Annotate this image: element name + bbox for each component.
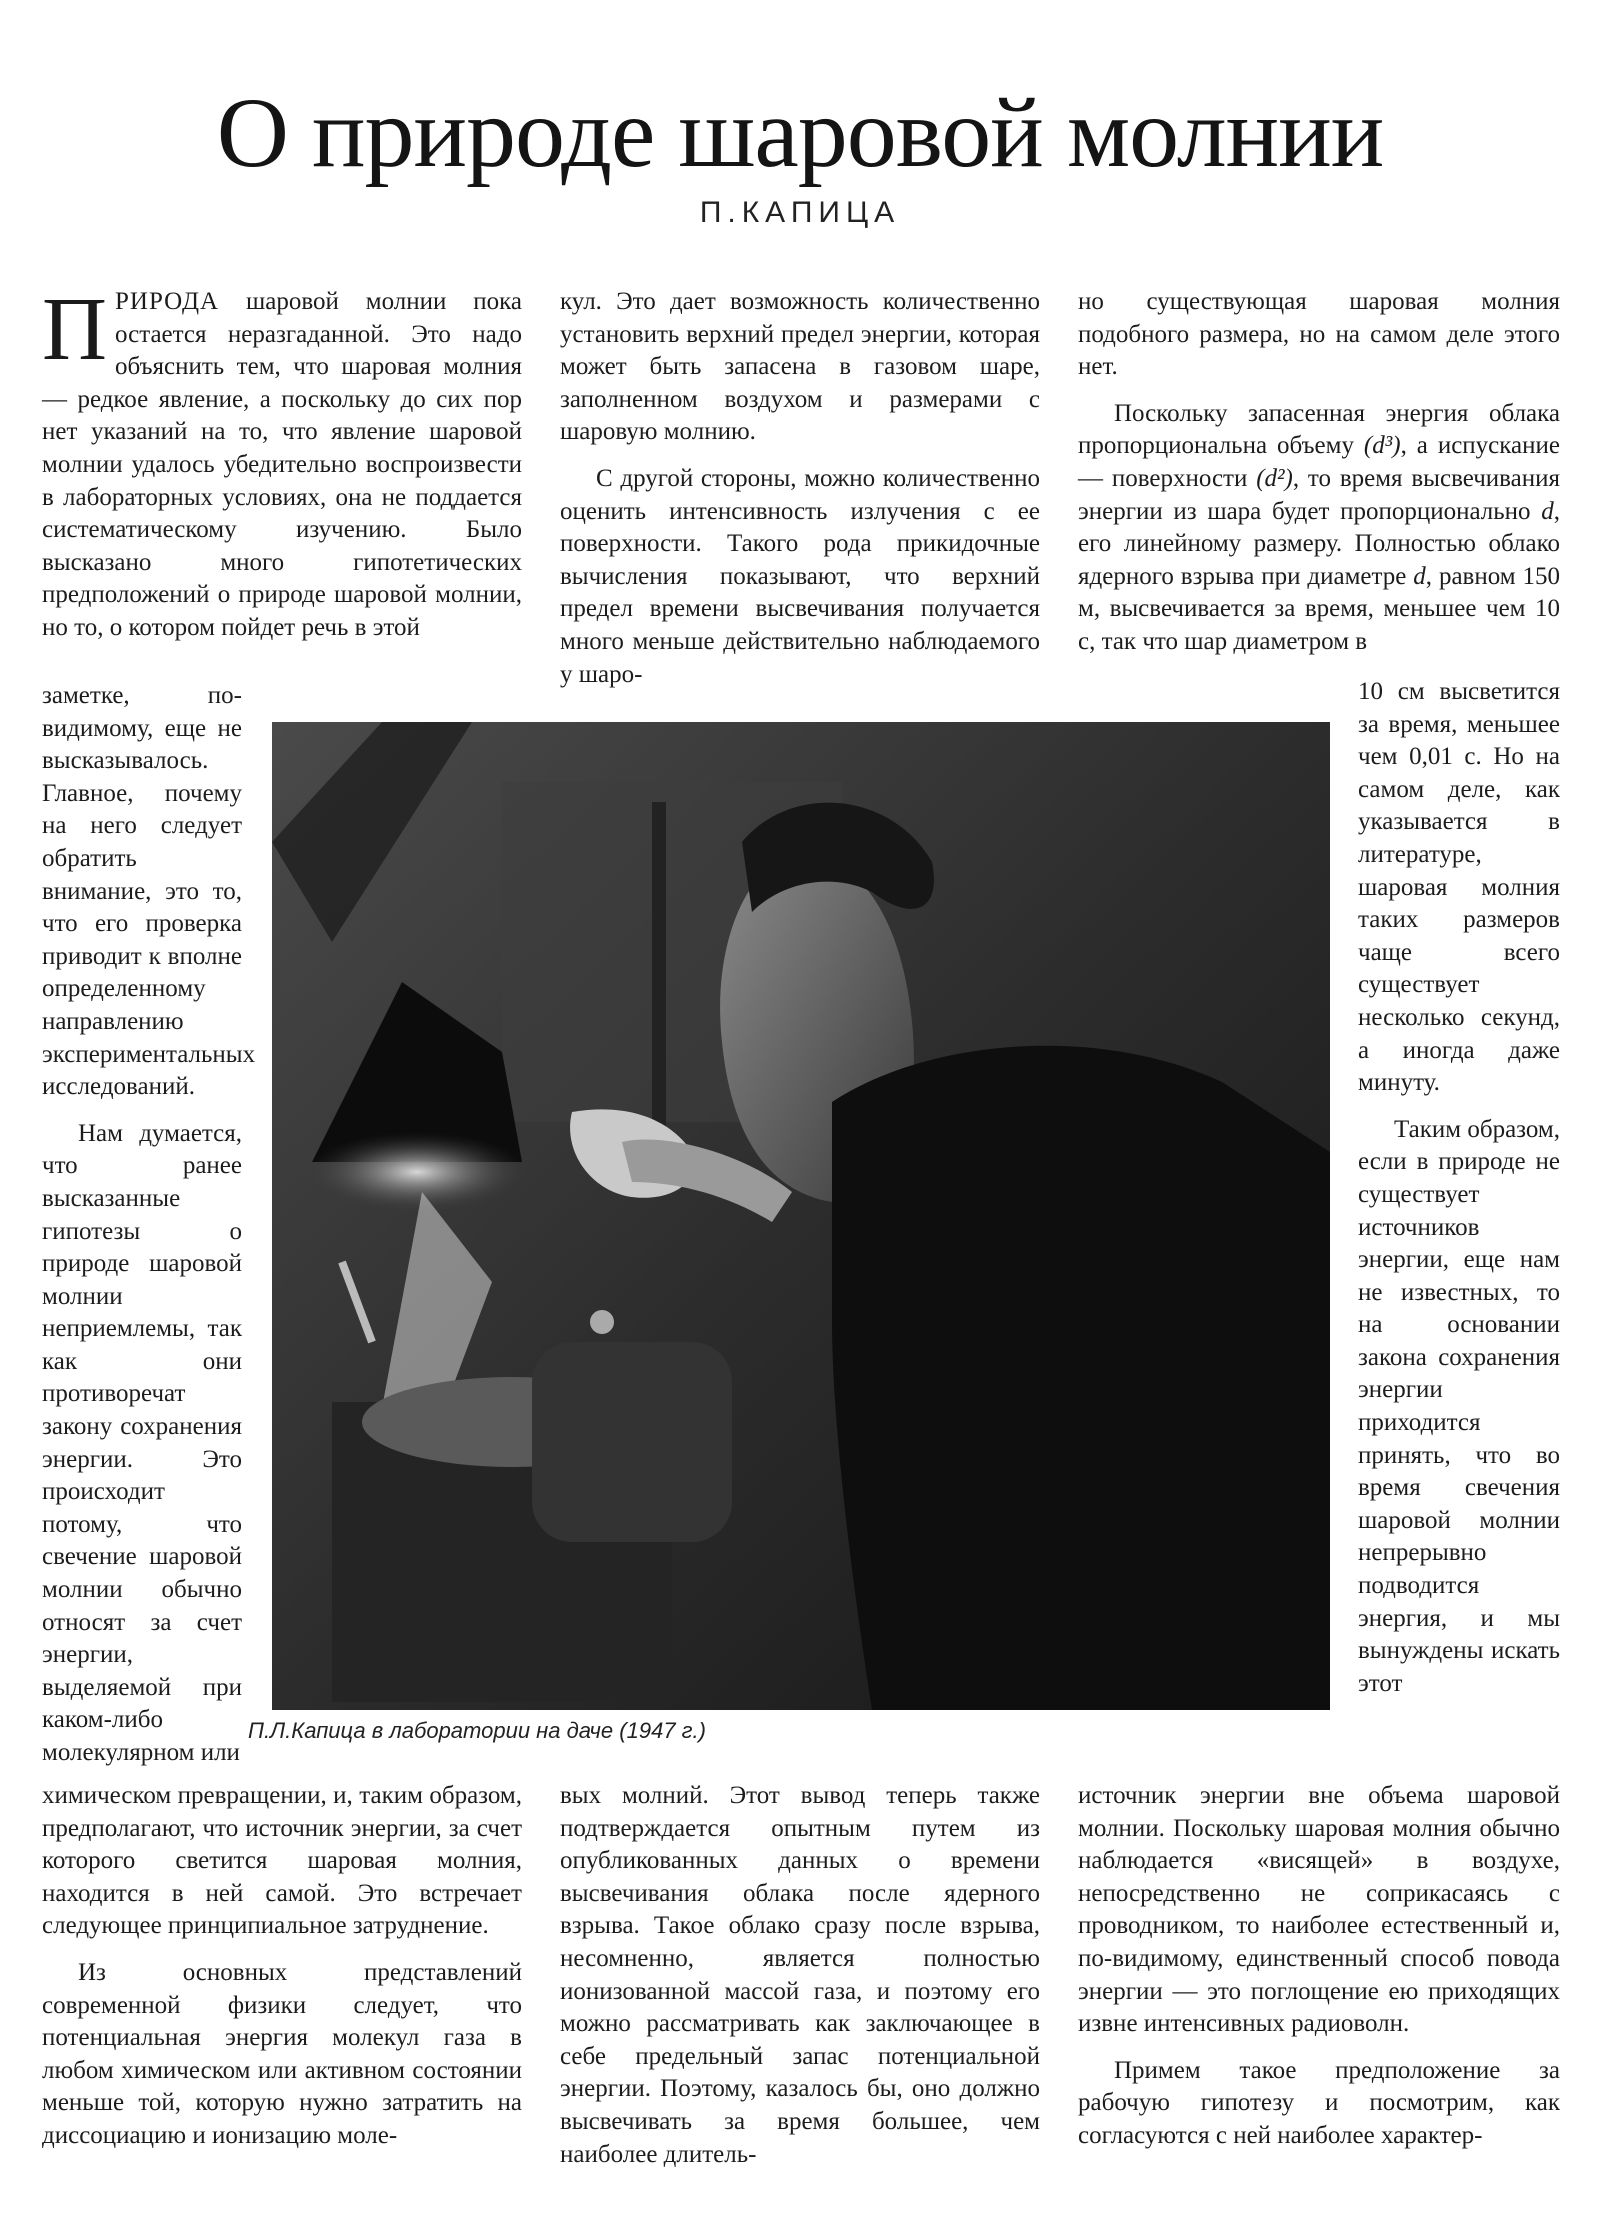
article-author: П.КАПИЦА (699, 196, 901, 229)
col2-top-para-1: кул. Это дает возможность количественно установить верхний предел энергии, которая может быть запасена в газовом шаре, заполненном воздухом и размерами с шаровую молнию. (560, 288, 1040, 446)
col2-top-para-2: С другой стороны, можно количественно оценить интенсивность излучения с ее поверхности. Такого рода прикидочные вычисления показывают, что верхний предел времени высвечивания получается много меньше действительно наблюдаемого у шаро- (560, 464, 1040, 688)
col3-text-b: , а испускание — поверхности (1078, 432, 1560, 492)
col3-text-c: , то время высвечивания энергии из шара будет пропорционально (1078, 464, 1560, 525)
col3-bottom-para-2: Примем такое предположение за рабочую гипотезу и посмотрим, как согласуются с ней наиболее характер- (1078, 2056, 1560, 2149)
col1-narrow-text (42, 680, 256, 1770)
col2-top-text (560, 286, 1040, 691)
col1-bottom-text (42, 1780, 522, 2153)
lead-smallcaps: РИРОДА (115, 288, 220, 315)
col3-top-para-2 (1078, 398, 1560, 659)
col2-bottom-text (560, 1780, 1040, 2171)
photo-image (272, 722, 1330, 1710)
col3-text-a: Поскольку запасенная энергия облака пропорциональна объему (1078, 399, 1560, 460)
formula-volume: (d³) (1363, 432, 1401, 460)
col3-top-text (1078, 286, 1560, 659)
col3-narrow-text (1358, 676, 1560, 1700)
col1-bottom-para-2: Из основных представлений современной физики следует, что потенциальная энергия молекул газа в любом химическом или активном состоянии меньше той, которую нужно затратить на диссоциацию и ионизацию моле- (42, 1958, 522, 2149)
formula-surface: (d²) (1256, 464, 1293, 492)
lead-text: шаровой молнии пока остается неразгаданной. Это надо объяснить тем, что шаровая молния — редкое явление, а поскольку до сих пор нет указаний на то, что явление шаровой молнии удалось убедительно воспроизвести в лабораторных условиях, она не поддается систематическому изучению. Было высказано много гипотетических предположений о природе шаровой молнии, но то, о котором пойдет речь в этой (42, 288, 522, 641)
col1-bottom-para-1: химическом превращении, и, таким образом, предполагают, что источник энергии, за счет которого светится шаровая молния, находится в ней самой. Это встречает следующее принципиальное затруднение. (42, 1782, 522, 1940)
col3-narrow-para-2: Таким образом, если в природе не существует источников энергии, еще нам не известных, то на основании закона сохранения энергии приходится принять, что во время свечения шаровой молнии непрерывно подводится энергия, и мы вынуждены искать этот (1358, 1115, 1560, 1697)
col3-narrow-para-1: 10 см высветится за время, меньшее чем 0,01 с. Но на самом деле, как указывается в литературе, шаровая молния таких размеров чаще всего существует несколько секунд, а иногда даже минуту. (1358, 678, 1560, 1097)
drop-cap: П (42, 280, 107, 379)
col2-bottom-para-1: вых молний. Этот вывод теперь также подтверждается опытным путем из опубликованных данных о времени высвечивания облака после ядерного взрыва. Такое облако сразу после взрыва, несомненно, является полностью ионизованной массой газа, и поэтому его можно рассматривать как заключающее в себе предельный запас потенциальной энергии. Поэтому, казалось бы, оно должно высвечивать за время большее, чем наиболее длитель- (560, 1782, 1040, 2168)
photo-kapitsa-laboratory (272, 722, 1330, 1710)
col1-narrow-para-1: заметке, по-видимому, еще не высказывалось. Главное, почему на него следует обратить внимание, это то, что его проверка приводит к вполне определенному направлению экспериментальных исследований. (42, 682, 256, 1101)
photo-caption: П.Л.Капица в лаборатории на даче (1947 г.) (248, 1718, 706, 1743)
col3-text-e: , равном 150 м, высвечивается за время, меньшее чем 10 с, так что шар диаметром в (1078, 562, 1561, 655)
col1-top-para (42, 280, 522, 645)
col3-bottom-text (1078, 1780, 1560, 2153)
col3-bottom-para-1: источник энергии вне объема шаровой молнии. Поскольку шаровая молния обычно наблюдается «висящей» в воздухе, непосредственно не соприкасаясь с проводником, то наиболее естественный и, по-видимому, единственный способ повода энергии — это поглощение ею приходящих извне интенсивных радиоволн. (1078, 1782, 1560, 2038)
col1-top-text (42, 280, 522, 645)
col3-text-d: , его линейному размеру. Полностью облако ядерного взрыва при диаметре (1078, 497, 1560, 590)
col1-narrow-para-2: Нам думается, что ранее высказанные гипотезы о природе шаровой молнии неприемлемы, так как они противоречат закону сохранения энергии. Это происходит потому, что свечение шаровой молнии обычно относят за счет энергии, выделяемой при каком-либо молекулярном или (42, 1119, 242, 1766)
variable-d: d (1541, 497, 1554, 525)
col3-top-para-1: но существующая шаровая молния подобного размера, но на самом деле этого нет. (1078, 288, 1560, 381)
variable-d-2: d (1413, 562, 1426, 590)
article-title: О природе шаровой молнии (216, 77, 1384, 188)
